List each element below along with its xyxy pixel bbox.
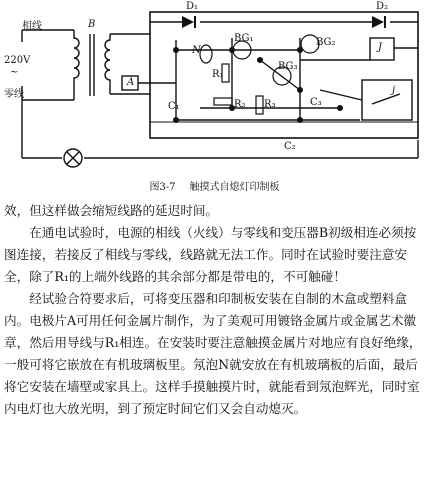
label-b: B	[88, 19, 96, 30]
figure-number: 图3-7	[149, 182, 176, 193]
label-d2: D₂	[376, 1, 389, 12]
body-text	[4, 200, 425, 420]
circuit-diagram	[0, 0, 429, 178]
label-voltage: 220V	[4, 55, 31, 66]
circuit-figure	[0, 0, 429, 178]
label-neutral: 零线	[4, 89, 24, 100]
label-c1: C₁	[168, 101, 180, 112]
label-j-small: j	[392, 85, 396, 96]
label-r1: R₁	[212, 69, 224, 80]
label-d1: D₁	[186, 1, 199, 12]
label-live: 相线	[22, 21, 42, 32]
paragraph-1: 效，但这样做会缩短线路的延迟时间。	[4, 203, 219, 218]
label-a: A	[127, 77, 135, 88]
paragraph-3: 经试验合符要求后，可将变压器和印制板安装在自制的木盒或塑料盒内。电极片A可用任何金属片制作，为了美观可用镀铬金属片或金属艺术徽章，然后用导线与R₁相连。在安装时要注意触摸金属片对地应有良好绝缘，一般可将它嵌放在有机玻璃板里。氖泡N就安放在有机玻璃板的后面，最后将它安装在墙壁或家具上。这样手摸触摸片时，就能看到氖泡辉光，同时室内电灯也大放光明，到了预定时间它们又会自动熄灭。	[4, 291, 422, 416]
paragraph-2: 在通电试验时，电源的相线（火线）与零线和变压器B初级相连必须按图连接，若接反了相线与零线，线路就无法工作。同时在试验时要注意安全，除了R₁的上端外线路的其余部分都是带电的，不可触碰！	[4, 225, 417, 284]
label-n: N	[192, 45, 201, 56]
label-tilde: ~	[10, 67, 19, 78]
label-bg1: BG₁	[234, 33, 254, 44]
figure-caption	[0, 182, 429, 194]
label-c2: C₂	[284, 141, 296, 152]
label-r3: R₃	[264, 99, 276, 110]
figure-title: 触摸式自熄灯印制板	[189, 182, 280, 193]
label-bg2: BG₂	[316, 37, 336, 48]
label-bg3: BG₃	[278, 61, 298, 72]
label-r2: R₂	[234, 99, 246, 110]
label-j-box: J	[378, 42, 383, 53]
label-c3: C₃	[310, 97, 322, 108]
